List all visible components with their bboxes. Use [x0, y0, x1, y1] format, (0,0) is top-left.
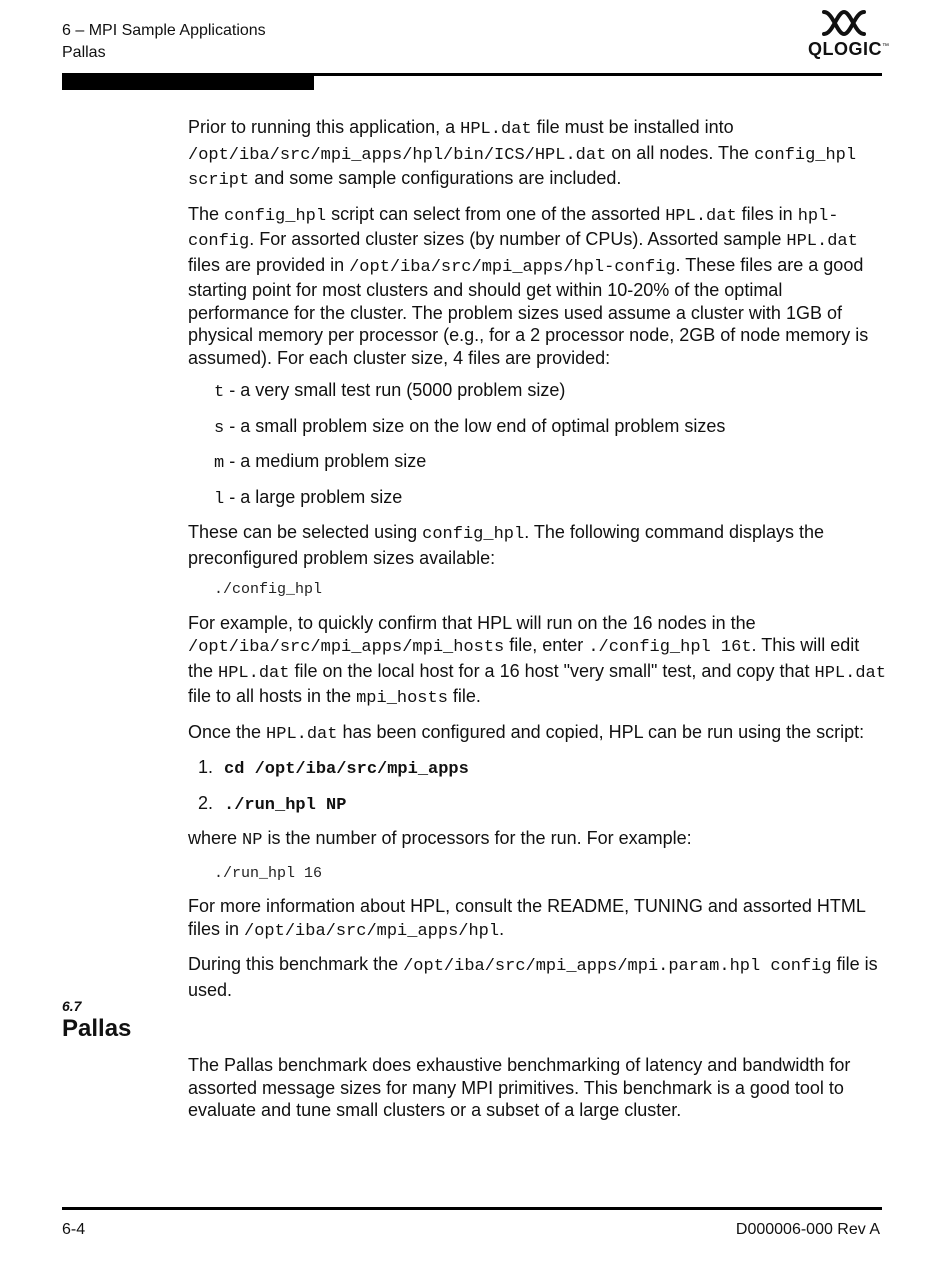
logo-wordmark: QLOGIC™ [808, 39, 890, 59]
qlogic-mark-icon [821, 10, 867, 36]
running-header [62, 20, 266, 64]
paragraph: For more information about HPL, consult the README, TUNING and assorted HTML files in /opt/iba/src/mpi_apps/hpl. [188, 896, 866, 941]
paragraph: The config_hpl script can select from one of the assorted HPL.dat files in hpl-config. For assorted cluster sizes (by number of CPUs). Assorted sample HPL.dat files are provided in /opt/iba/src/mpi_apps/hpl-config. These files are a good starting point for most clusters and should get within 10-20% of the optimal performance for the cluster. The problem sizes used assume a cluster with 1GB of physical memory per processor (e.g., for a 2 processor node, 2GB of node memory is assumed). For each cluster size, 4 files are provided: [188, 203, 869, 368]
paragraph: Once the HPL.dat has been configured and copied, HPL can be run using the script: [188, 721, 865, 744]
section-number: 6.7 [62, 998, 82, 1014]
section-body [188, 1054, 888, 1122]
code-sample: ./config_hpl [214, 581, 323, 598]
paragraph: The Pallas benchmark does exhaustive benchmarking of latency and bandwidth for assorted message sizes for many MPI primitives. This benchmark is a good tool to evaluate and tune small clusters or a subset of a large cluster. [188, 1055, 851, 1120]
section-title: Pallas [62, 1015, 132, 1042]
footer-rule [62, 1207, 882, 1210]
paragraph: Prior to running this application, a HPL.dat file must be installed into /opt/iba/src/mpi_apps/hpl/bin/ICS/HPL.dat on all nodes. The config_hpl script and some sample configurations are included. [188, 117, 857, 190]
list-item: l - a large problem size [214, 486, 403, 509]
header-chapter: 6 – MPI Sample Applications [62, 22, 266, 39]
paragraph: where NP is the number of processors for the run. For example: [188, 828, 692, 850]
document-id: D000006-000 Rev A [735, 1221, 880, 1238]
page-number: 6-4 [62, 1221, 86, 1238]
list-item: m - a medium problem size [214, 451, 427, 473]
header-bar [62, 76, 314, 90]
step-item: 2. ./run_hpl NP [198, 792, 347, 815]
list-item: t - a very small test run (5000 problem size) [214, 380, 566, 402]
paragraph: For example, to quickly confirm that HPL will run on the 16 nodes in the /opt/iba/src/mpi_apps/mpi_hosts file, enter ./config_hpl 16t. This will edit the HPL.dat file on the local host for a 16 host "very small" test, and copy that HPL.dat file to all hosts in the mpi_hosts file. [188, 612, 886, 708]
step-item: 1. cd /opt/iba/src/mpi_apps [198, 757, 469, 779]
paragraph: These can be selected using config_hpl. The following command displays the preconfigured problem sizes available: [188, 522, 825, 568]
body-content [188, 116, 888, 1011]
list-item: s - a small problem size on the low end of optimal problem sizes [214, 415, 726, 438]
qlogic-logo [808, 10, 890, 59]
code-sample: ./run_hpl 16 [214, 864, 323, 882]
header-section: Pallas [62, 44, 106, 61]
paragraph: During this benchmark the /opt/iba/src/mpi_apps/mpi.param.hpl config file is used. [188, 954, 878, 1000]
